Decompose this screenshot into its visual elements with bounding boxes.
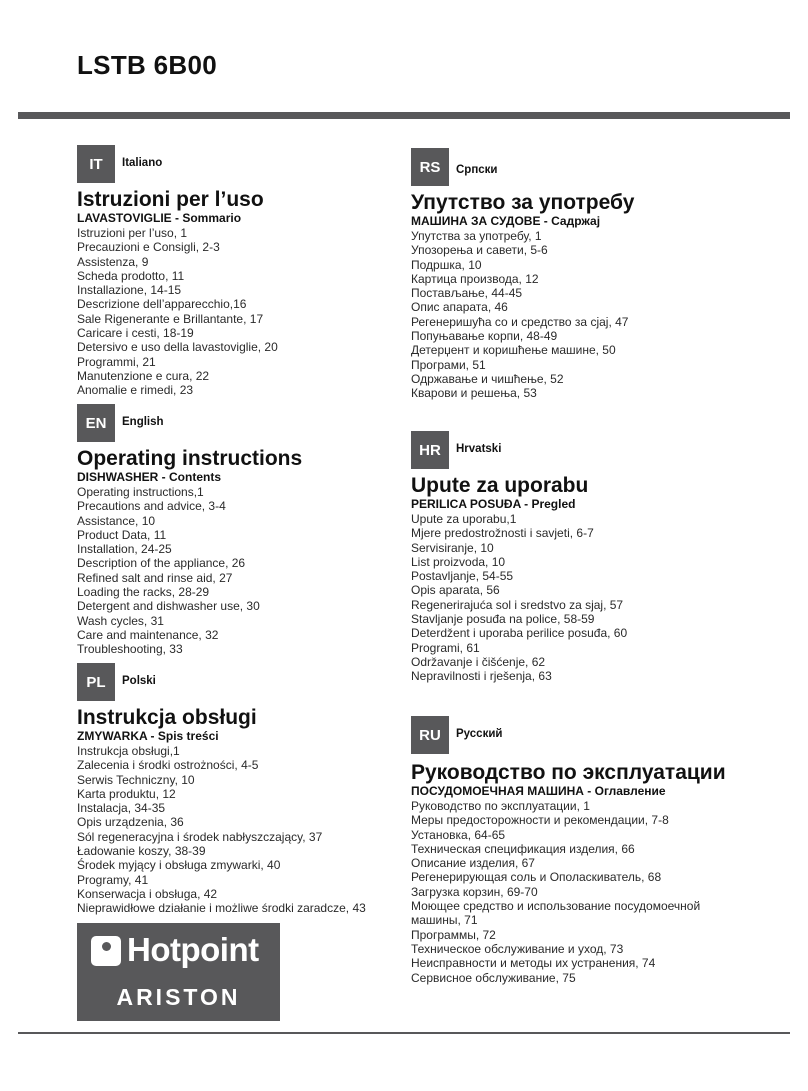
list-item: Detersivo e uso della lavastoviglie, 20: [77, 340, 278, 355]
language-badge: PL: [77, 663, 115, 701]
section-subtitle: PERILICA POSUĐA - Pregled: [411, 497, 576, 511]
list-item: Програми, 51: [411, 357, 486, 372]
contents-list: [411, 512, 781, 684]
list-item: Assistenza, 9: [77, 254, 149, 269]
list-item: Scheda prodotto, 11: [77, 268, 185, 283]
list-item: Anomalie e rimedi, 23: [77, 383, 194, 398]
section-english: [77, 404, 417, 657]
list-item: Регенеришућа со и средство за сјај, 47: [411, 314, 629, 329]
list-item: Stavljanje posuđa na police, 58-59: [411, 612, 595, 627]
contents-list: [411, 799, 791, 985]
list-item: Installazione, 14-15: [77, 283, 182, 298]
bottom-divider: [18, 1032, 790, 1034]
list-item: List proizvoda, 10: [411, 554, 506, 569]
list-item: Руководство по эксплуатации, 1: [411, 799, 590, 813]
section-subtitle: DISHWASHER - Contents: [77, 470, 221, 484]
list-item: Ładowanie koszy, 38-39: [77, 844, 206, 859]
list-item: Кварови и решења, 53: [411, 386, 537, 401]
list-item: Troubleshooting, 33: [77, 642, 183, 657]
list-item: Регенерирующая соль и Ополаскиватель, 68: [411, 870, 662, 885]
list-item: Programy, 41: [77, 872, 149, 887]
list-item: Instalacja, 34-35: [77, 801, 166, 816]
logo-brand-text: Hotpoint: [127, 931, 259, 968]
list-item: Precauzioni e Consigli, 2-3: [77, 240, 220, 255]
list-item: Regenerirajuća sol i sredstvo za sjaj, 57: [411, 597, 624, 612]
list-item: Упозорења и савети, 5-6: [411, 243, 548, 258]
contents-list: [77, 485, 417, 657]
list-item: Упутства за употребу, 1: [411, 229, 542, 243]
logo-sub-text: ARISTON: [116, 984, 241, 1010]
section-header: [77, 145, 417, 187]
section-subtitle: ПОСУДОМОЕЧНАЯ МАШИНА - Оглавление: [411, 784, 666, 798]
list-item: Nieprawidłowe działanie i możliwe środki zaradcze, 43: [77, 901, 366, 916]
language-name: Српски: [456, 164, 498, 176]
section-header: [77, 663, 417, 705]
language-name: Italiano: [122, 157, 163, 169]
language-name: Русский: [456, 728, 503, 740]
list-item: Refined salt and rinse aid, 27: [77, 570, 233, 585]
language-name: Polski: [122, 675, 156, 687]
list-item: Sól regeneracyjna i środek nabłyszczający, 37: [77, 829, 323, 844]
model-title: LSTB 6B00: [77, 50, 217, 80]
list-item: Product Data, 11: [77, 527, 167, 542]
list-item: Programi, 61: [411, 640, 480, 655]
list-item: Servisiranje, 10: [411, 540, 494, 555]
section-subtitle: МАШИНА ЗА СУДОВЕ - Садржај: [411, 214, 601, 228]
list-item: Assistance, 10: [77, 513, 156, 528]
list-item: Loading the racks, 28-29: [77, 585, 210, 600]
list-item: Manutenzione e cura, 22: [77, 368, 210, 383]
section-header: [77, 404, 417, 446]
list-item: Konserwacja i obsługa, 42: [77, 886, 218, 901]
section-croatian: [411, 431, 781, 684]
language-badge: RU: [411, 716, 449, 754]
section-header: [411, 148, 781, 190]
list-item: Istruzioni per l’uso, 1: [77, 226, 188, 240]
list-item: Deterdžent i uporaba perilice posuđa, 60: [411, 626, 628, 641]
section-title: Руководство по эксплуатации: [411, 761, 726, 784]
list-item: Программы, 72: [411, 927, 496, 942]
contents-list: [77, 744, 417, 916]
list-item: Installation, 24-25: [77, 542, 172, 557]
list-item: Care and maintenance, 32: [77, 627, 219, 642]
list-item: Instrukcja obsługi,1: [77, 744, 180, 758]
section-subtitle: LAVASTOVIGLIE - Sommario: [77, 211, 242, 225]
list-item: Precautions and advice, 3-4: [77, 499, 226, 514]
list-item: Меры предосторожности и рекомендации, 7-8: [411, 813, 669, 828]
list-item: машины, 71: [411, 913, 478, 928]
list-item: Caricare i cesti, 18-19: [77, 326, 194, 341]
list-item: Upute za uporabu,1: [411, 512, 517, 526]
section-header: [411, 716, 791, 760]
list-item: Sale Rigenerante e Brillantante, 17: [77, 311, 264, 326]
list-item: Opis aparata, 56: [411, 583, 500, 598]
section-subtitle: ZMYWARKA - Spis treści: [77, 729, 219, 743]
language-badge: RS: [411, 148, 449, 186]
list-item: Održavanje i čišćenje, 62: [411, 654, 546, 669]
section-title: Upute za uporabu: [411, 474, 589, 497]
list-item: Descrizione dell’apparecchio,16: [77, 297, 247, 312]
list-item: Техническое обслуживание и уход, 73: [411, 941, 624, 956]
list-item: Środek myjący i obsługa zmywarki, 40: [77, 858, 281, 873]
list-item: Detergent and dishwasher use, 30: [77, 599, 260, 614]
section-russian: [411, 716, 791, 985]
section-header: [411, 431, 781, 473]
list-item: Mjere predostrožnosti i savjeti, 6-7: [411, 526, 594, 541]
list-item: Zalecenia i środki ostrożności, 4-5: [77, 758, 259, 773]
list-item: Описание изделия, 67: [411, 856, 535, 871]
contents-list: [411, 229, 781, 401]
hotpoint-mark-icon: [91, 936, 121, 966]
list-item: Nepravilnosti i rješenja, 63: [411, 669, 552, 684]
list-item: Картица производа, 12: [411, 271, 539, 286]
list-item: Сервисное обслуживание, 75: [411, 970, 576, 985]
list-item: Одржавање и чишћење, 52: [411, 371, 564, 386]
list-item: Попуњавање корпи, 48-49: [411, 329, 558, 344]
section-title: Упутство за употребу: [411, 191, 635, 214]
top-divider: [18, 112, 790, 119]
list-item: Wash cycles, 31: [77, 613, 164, 628]
section-title: Operating instructions: [77, 447, 303, 470]
list-item: Подршка, 10: [411, 257, 482, 272]
hotpoint-ariston-logo: [77, 923, 280, 1021]
section-title: Instrukcja obsługi: [77, 706, 257, 729]
section-italian: [77, 145, 417, 398]
list-item: Постављање, 44-45: [411, 286, 523, 301]
section-serbian: [411, 148, 781, 401]
section-title: Istruzioni per l’uso: [77, 188, 264, 211]
list-item: Детерџент и коришћење машине, 50: [411, 343, 616, 358]
contents-list: [77, 226, 417, 398]
list-item: Programmi, 21: [77, 354, 156, 369]
list-item: Postavljanje, 54-55: [411, 569, 514, 584]
section-polish: [77, 663, 417, 916]
list-item: Karta produktu, 12: [77, 786, 176, 801]
list-item: Operating instructions,1: [77, 485, 204, 499]
language-badge: EN: [77, 404, 115, 442]
language-badge: IT: [77, 145, 115, 183]
list-item: Опис апарата, 46: [411, 300, 508, 315]
list-item: Загрузка корзин, 69-70: [411, 884, 538, 899]
list-item: Установка, 64-65: [411, 827, 506, 842]
language-name: Hrvatski: [456, 443, 502, 455]
language-badge: HR: [411, 431, 449, 469]
list-item: Serwis Techniczny, 10: [77, 772, 195, 787]
list-item: Техническая спецификация изделия, 66: [411, 841, 635, 856]
list-item: Неисправности и методы их устранения, 74: [411, 956, 656, 971]
language-name: English: [122, 416, 164, 428]
list-item: Description of the appliance, 26: [77, 556, 246, 571]
list-item: Моющее средство и использование посудомоечной: [411, 899, 701, 914]
list-item: Opis urządzenia, 36: [77, 815, 184, 830]
